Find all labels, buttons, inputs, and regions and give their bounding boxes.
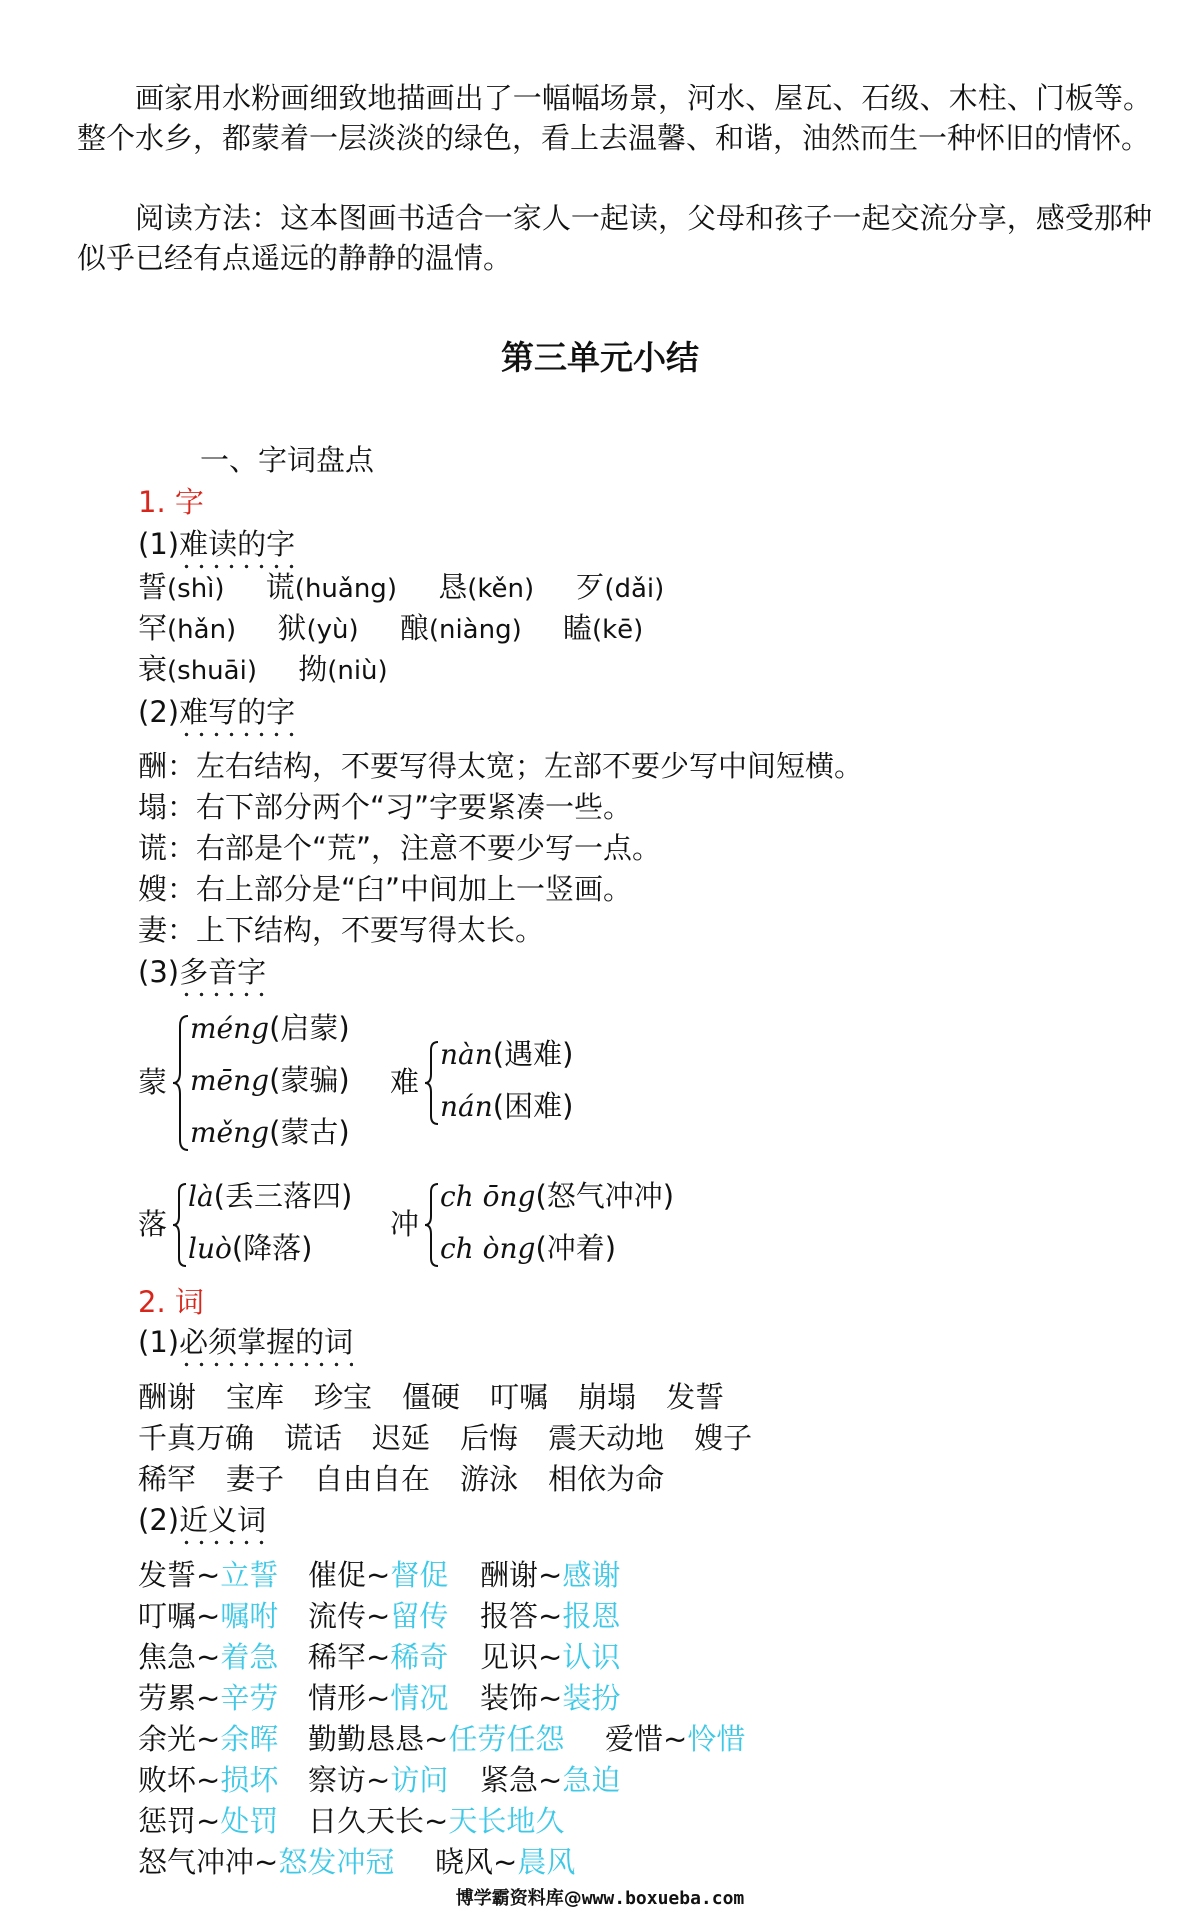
- synonym-answer: 立誓: [220, 1558, 279, 1592]
- word-item: 迟延: [372, 1421, 431, 1455]
- tilde-mark: ~: [493, 1845, 518, 1879]
- hard-write-line: 妻：上下结构，不要写得太长。: [138, 913, 545, 947]
- hard-write-line: 塌：右下部分两个“习”字要紧凑一些。: [138, 790, 633, 824]
- polyphonic-reading: méng(启蒙): [190, 1011, 350, 1045]
- synonym-answer: 晨风: [517, 1845, 576, 1879]
- synonym-answer: 着急: [220, 1640, 279, 1674]
- synonym-answer: 报恩: [562, 1599, 621, 1633]
- subheading-label: 难读的字: [179, 527, 295, 570]
- tilde-mark: ~: [196, 1599, 221, 1633]
- polyphonic-reading: luò(降落): [188, 1231, 313, 1265]
- subheading-synonyms: [138, 1500, 266, 1540]
- synonym-answer: 余晖: [220, 1722, 279, 1756]
- synonym-pair: [308, 1596, 448, 1636]
- synonym-word: 情形: [308, 1681, 367, 1715]
- word-item: 发誓: [666, 1380, 725, 1414]
- synonym-pair: [480, 1678, 620, 1718]
- word-item: 妻子: [226, 1462, 285, 1496]
- synonym-pair: [605, 1719, 745, 1759]
- subheading-number: (1): [138, 1325, 180, 1359]
- word-item: 僵硬: [402, 1380, 461, 1414]
- tilde-mark: ~: [254, 1845, 279, 1879]
- tilde-mark: ~: [538, 1681, 563, 1715]
- footer: [0, 1887, 1200, 1911]
- synonym-pair: [308, 1760, 448, 1800]
- subheading-label: 必须掌握的词: [179, 1325, 353, 1368]
- synonym-pair: [480, 1555, 620, 1595]
- polyphonic-char: 落: [138, 1207, 168, 1241]
- hard-read-row-2: [138, 608, 643, 650]
- tilde-mark: ~: [424, 1804, 449, 1838]
- synonym-answer: 装扮: [562, 1681, 621, 1715]
- footer-url: www.boxueba.com: [581, 1888, 745, 1909]
- synonym-pair: [138, 1801, 278, 1841]
- polyphonic-chong: [390, 1176, 710, 1276]
- subheading-label: 难写的字: [179, 695, 295, 738]
- hard-write-line: 酬：左右结构，不要写得太宽；左部不要少写中间短横。: [138, 749, 864, 783]
- synonym-answer: 怒发冲冠: [278, 1845, 395, 1879]
- synonym-word: 发誓: [138, 1558, 197, 1592]
- polyphonic-reading: nán(困难): [440, 1089, 574, 1123]
- word-item: 震天动地: [548, 1421, 665, 1455]
- must-words-row-2: [138, 1418, 782, 1458]
- synonym-pair: [138, 1760, 278, 1800]
- hard-read-item: 罕(hǎn): [138, 611, 237, 645]
- synonym-word: 酬谢: [480, 1558, 539, 1592]
- heading-ci: 2. 词: [138, 1285, 204, 1319]
- synonym-answer: 稀奇: [390, 1640, 449, 1674]
- word-item: 宝库: [226, 1380, 285, 1414]
- tilde-mark: ~: [366, 1558, 391, 1592]
- section-heading: 一、字词盘点: [200, 443, 375, 477]
- subheading-hard-read: [138, 524, 295, 564]
- hard-read-item: 瞌(kē): [562, 611, 644, 645]
- synonym-word: 稀罕: [308, 1640, 367, 1674]
- tilde-mark: ~: [196, 1681, 221, 1715]
- synonym-word: 装饰: [480, 1681, 539, 1715]
- tilde-mark: ~: [196, 1558, 221, 1592]
- subheading-label: 近义词: [179, 1503, 266, 1546]
- subheading-label: 多音字: [179, 955, 266, 998]
- page-title: 第三单元小结: [501, 338, 699, 377]
- intro-paragraph-1: 画家用水粉画细致地描画出了一幅幅场景，河水、屋瓦、石级、木柱、门板等。整个水乡，都蒙着一层淡淡的绿色，看上去温馨、和谐，油然而生一种怀旧的情怀。: [77, 81, 1152, 155]
- synonym-pair: [138, 1596, 278, 1636]
- synonym-word: 余光: [138, 1722, 197, 1756]
- polyphonic-luo: [138, 1176, 398, 1276]
- polyphonic-reading: mēng(蒙骗): [190, 1063, 350, 1097]
- polyphonic-reading: ch ōng(怒气冲冲): [440, 1179, 675, 1213]
- synonym-pair: [138, 1678, 278, 1718]
- synonym-pair: [308, 1555, 448, 1595]
- tilde-mark: ~: [424, 1722, 449, 1756]
- hard-read-item: 拗(niù): [298, 652, 388, 686]
- hard-read-item: 恳(kěn): [438, 570, 535, 604]
- synonym-pair: [480, 1637, 620, 1677]
- tilde-mark: ~: [196, 1722, 221, 1756]
- tilde-mark: ~: [196, 1763, 221, 1797]
- synonym-word: 劳累: [138, 1681, 197, 1715]
- tilde-mark: ~: [196, 1804, 221, 1838]
- tilde-mark: ~: [538, 1640, 563, 1674]
- tilde-mark: ~: [366, 1599, 391, 1633]
- tilde-mark: ~: [196, 1640, 221, 1674]
- synonym-answer: 任劳任怨: [448, 1722, 565, 1756]
- polyphonic-char: 冲: [390, 1207, 420, 1241]
- intro-paragraph-2: 阅读方法：这本图画书适合一家人一起读，父母和孩子一起交流分享，感受那种似乎已经有点遥远的静静的温情。: [77, 201, 1152, 275]
- polyphonic-char: 难: [390, 1065, 420, 1099]
- synonym-answer: 情况: [390, 1681, 449, 1715]
- word-item: 珍宝: [314, 1380, 373, 1414]
- synonym-pair: [138, 1842, 394, 1882]
- synonym-answer: 督促: [390, 1558, 449, 1592]
- synonym-pair: [480, 1760, 620, 1800]
- synonym-answer: 怜惜: [687, 1722, 746, 1756]
- synonym-word: 流传: [308, 1599, 367, 1633]
- word-item: 谎话: [284, 1421, 343, 1455]
- heading-zi: 1. 字: [138, 485, 204, 519]
- synonym-word: 催促: [308, 1558, 367, 1592]
- subheading-number: (3): [138, 955, 180, 989]
- synonym-answer: 辛劳: [220, 1681, 279, 1715]
- synonym-word: 焦急: [138, 1640, 197, 1674]
- tilde-mark: ~: [366, 1763, 391, 1797]
- word-item: 崩塌: [578, 1380, 637, 1414]
- synonym-word: 晓风: [435, 1845, 494, 1879]
- synonym-pair: [308, 1678, 448, 1718]
- brace-icon: [172, 1182, 188, 1268]
- synonym-pair: [308, 1719, 564, 1759]
- synonym-pair: [308, 1637, 448, 1677]
- polyphonic-reading: měng(蒙古): [190, 1115, 350, 1149]
- subheading-number: (2): [138, 695, 180, 729]
- synonym-word: 惩罚: [138, 1804, 197, 1838]
- tilde-mark: ~: [366, 1640, 391, 1674]
- synonym-answer: 嘱咐: [220, 1599, 279, 1633]
- subheading-number: (2): [138, 1503, 180, 1537]
- subheading-hard-write: [138, 692, 295, 732]
- word-item: 游泳: [460, 1462, 519, 1496]
- synonym-word: 勤勤恳恳: [308, 1722, 425, 1756]
- polyphonic-char: 蒙: [138, 1065, 168, 1099]
- synonym-pair: [435, 1842, 575, 1882]
- synonym-word: 叮嘱: [138, 1599, 197, 1633]
- polyphonic-reading: nàn(遇难): [440, 1037, 574, 1071]
- word-item: 后悔: [460, 1421, 519, 1455]
- synonym-answer: 急迫: [562, 1763, 621, 1797]
- synonym-pair: [138, 1637, 278, 1677]
- synonym-answer: 感谢: [562, 1558, 621, 1592]
- hard-read-item: 酿(niàng): [399, 611, 522, 645]
- hard-read-item: 狱(yù): [277, 611, 359, 645]
- brace-icon: [424, 1040, 440, 1126]
- subheading-number: (1): [138, 527, 180, 561]
- synonym-answer: 留传: [390, 1599, 449, 1633]
- polyphonic-nan: [390, 1034, 590, 1134]
- hard-read-item: 歹(dǎi): [575, 570, 665, 604]
- synonym-pair: [138, 1719, 278, 1759]
- synonym-pair: [138, 1555, 278, 1595]
- word-item: 自由自在: [314, 1462, 431, 1496]
- synonym-answer: 访问: [390, 1763, 449, 1797]
- synonym-word: 日久天长: [308, 1804, 425, 1838]
- tilde-mark: ~: [366, 1681, 391, 1715]
- synonym-word: 爱惜: [605, 1722, 664, 1756]
- synonym-pair: [308, 1801, 564, 1841]
- must-words-row-3: [138, 1459, 694, 1499]
- synonym-answer: 认识: [562, 1640, 621, 1674]
- tilde-mark: ~: [663, 1722, 688, 1756]
- synonym-pair: [480, 1596, 620, 1636]
- brace-icon: [424, 1182, 440, 1268]
- subheading-must-words: [138, 1322, 353, 1362]
- brace-icon: [172, 1014, 190, 1152]
- must-words-row-1: [138, 1377, 754, 1417]
- hard-write-line: 谎：右部是个“荒”，注意不要少写一点。: [138, 831, 662, 865]
- polyphonic-reading: ch òng(冲着): [440, 1231, 617, 1265]
- subheading-polyphonic: [138, 952, 266, 992]
- hard-read-item: 誓(shì): [138, 570, 225, 604]
- synonym-word: 败坏: [138, 1763, 197, 1797]
- hard-write-line: 嫂：右上部分是“臼”中间加上一竖画。: [138, 872, 633, 906]
- synonym-word: 见识: [480, 1640, 539, 1674]
- word-item: 相依为命: [548, 1462, 665, 1496]
- tilde-mark: ~: [538, 1599, 563, 1633]
- synonym-answer: 天长地久: [448, 1804, 565, 1838]
- synonym-answer: 损坏: [220, 1763, 279, 1797]
- polyphonic-reading: là(丢三落四): [188, 1179, 353, 1213]
- synonym-word: 报答: [480, 1599, 539, 1633]
- tilde-mark: ~: [538, 1558, 563, 1592]
- tilde-mark: ~: [538, 1763, 563, 1797]
- synonym-word: 察访: [308, 1763, 367, 1797]
- hard-read-item: 谎(huǎng): [265, 570, 397, 604]
- word-item: 酬谢: [138, 1380, 197, 1414]
- word-item: 千真万确: [138, 1421, 255, 1455]
- synonym-answer: 处罚: [220, 1804, 279, 1838]
- polyphonic-meng: [138, 1008, 378, 1158]
- word-item: 叮嘱: [490, 1380, 549, 1414]
- word-item: 嫂子: [694, 1421, 753, 1455]
- hard-read-row-1: [138, 567, 664, 609]
- hard-read-row-3: [138, 649, 388, 691]
- synonym-word: 怒气冲冲: [138, 1845, 255, 1879]
- hard-read-item: 衰(shuāi): [138, 652, 257, 686]
- footer-site-name: 博学霸资料库@: [455, 1888, 582, 1909]
- synonym-word: 紧急: [480, 1763, 539, 1797]
- word-item: 稀罕: [138, 1462, 197, 1496]
